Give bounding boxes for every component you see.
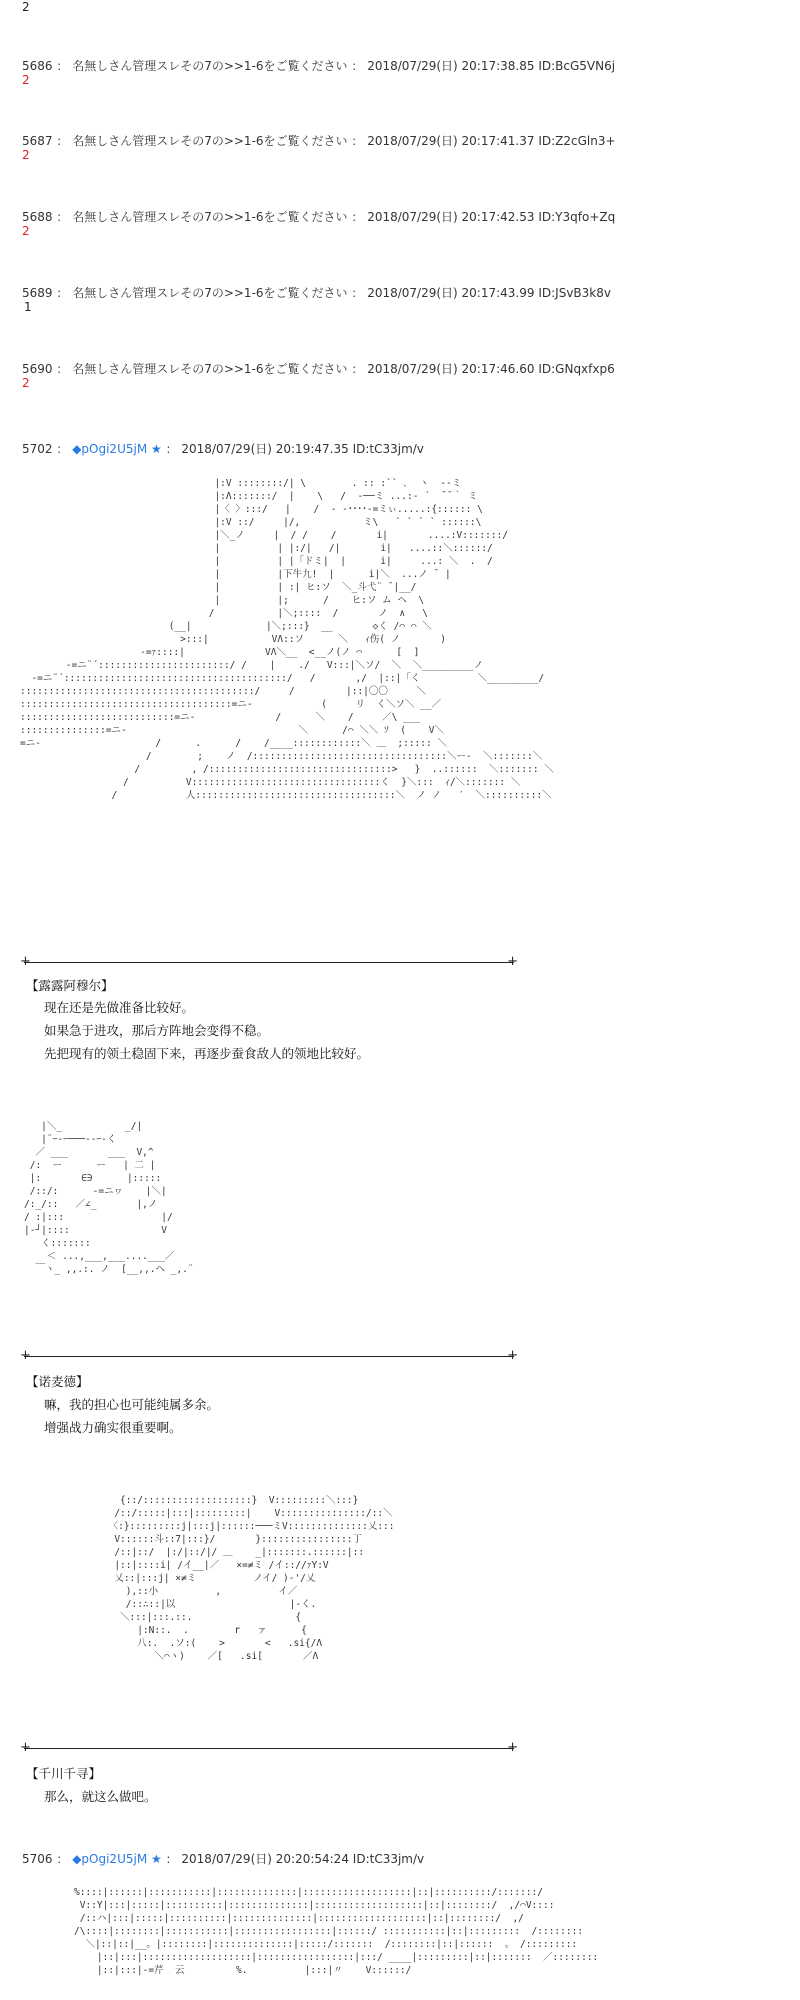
post-author: 名無しさん管理スレその7の>>1-6をご覧ください (72, 362, 348, 376)
post-header: 5688 ： 名無しさん管理スレその7の>>1-6をご覧ください ： 2018/07/29(日) 20:17:42.53 ID:Y3qfo+Zq (22, 210, 616, 224)
ascii-art-character: {::/:::::::::::::::::::} V:::::::::＼:::} /::/:::::|:::|:::::::::| V:::::::::::::::/::＼ 〈:}:::::::::j|:::j|::::::───ミV::::::::::::::乂::: V::::::斗::7|:::}/ }::::::::::::::::丁 /::|::/ |:/|::/|/ ＿ _|:::::::.::::::|:: |::|::::i| /イ__|／ ×=≠ミ /イ:://ｧY:V 乂::|:::j| ×≠ミ ノイ/ )-'/乂 ),::小 , イ／ /::∴::|以 |-く. ＼:::|:::.::. { |:Ν::. . r ァ { 八:. .ソ:( > < .si{/Λ ＼⌒ヽ) ／[ .si[ ／Λ (108, 1495, 395, 1662)
tripcode[interactable]: ◆pOgi2U5jM (72, 1852, 148, 1866)
post-date: 2018/07/29(日) 20:19:47.35 (181, 442, 349, 456)
post-number[interactable]: 5690 (22, 362, 53, 376)
post-id[interactable]: ID:BcG5VN6j (538, 59, 616, 73)
post-number[interactable]: 5689 (22, 286, 53, 300)
dialogue-line: 增强战力确实很重要啊。 (44, 1420, 182, 1435)
post-date: 2018/07/29(日) 20:17:43.99 (367, 286, 535, 300)
post-author: 名無しさん管理スレその7の>>1-6をご覧ください (72, 59, 348, 73)
post-date: 2018/07/29(日) 20:17:46.60 (367, 362, 535, 376)
post-number[interactable]: 5687 (22, 134, 53, 148)
post-number[interactable]: 5706 (22, 1852, 53, 1866)
dialogue-line: 那么，就这么做吧。 (44, 1789, 157, 1804)
speaker-name: 【诺麦德】 (26, 1374, 89, 1389)
dialogue-line: 如果急于进攻，那后方阵地会变得不稳。 (44, 1023, 270, 1038)
post-date: 2018/07/29(日) 20:20:54:24 (181, 1852, 349, 1866)
dialogue-line: 现在还是先做准备比较好。 (44, 1000, 195, 1015)
ascii-art-battle-scene: |:V ::::::::/| \ . :: :`` ､ ヽ ‐-ミ |:Λ:::::::/ | \ / ‐──ミ ...:‐ ´ ̄ ̄ ｀ ミ |〈 〉:::/ | / ‐ ‐････‐=ミぃ.....:{:::::: \ |:V ::/ |/, ミ\ ` ` ` ` ::::::\ |＼_ノ | / / / i| ....:V:::::::/ | | |:/| /| i| ....::＼::::::/ | | |「ドミ| | i| ...: ＼ . / | |下牛九! | i|＼ ...ノ ̄ | | | :| ヒ:ソ ＼_斗弋¨ ̄ |__/ | |; / ヒ:ソ ム ヘ \ / |＼;:::: / ノ ∧ \ (__| |＼;:::} __ ◇く /⌒ ⌒ ＼ >:::| VΛ::ソ ＼ ｨ伤( ノ ) -=ｧ::::| VΛ＼__ <__ノ(ノ ⌒ [ ] -=ニ¨´:::::::::::::::::::::::/ / | ./ V:::|＼ソ/ ＼ ＼_________ノ -=ニ¨´:::::::::::::::::::::::::::::::::::::::/ / ,/ |::|「く ＼_________/ :::::::::::::::::::::::::::::::::::::::::/ / |::|〇〇 ＼ :::::::::::::::::::::::::::::::::::::=ニ- ( リ く＼ソ＼ __／ :::::::::::::::::::::::::::=ニ- / ＼ / ／\ ___ :::::::::::::::=ニ- ＼ /⌒ ＼＼ ｿ ( V＼ =ニ- / . / /____::::::::::::＼ ＿ ;::::: ＼ / ; ノ /::::::::::::::::::::::::::::::::::＼ー- ＼:::::::＼ / , /::::::::::::::::::::::::::::::::> } ..:::::: ＼::::::: ＼ / V:::::::::::::::::::::::::::::::::く }＼::: ｨ/＼::::::: ＼ / 人:::::::::::::::::::::::::::::::::::＼ ノ ノ ′ ＼::::::::::＼ (20, 478, 554, 801)
dialogue-line: 先把现有的领土稳固下来，再逐步蚕食敌人的领地比较好。 (44, 1046, 370, 1061)
post-id[interactable]: ID:JSvB3k8v (538, 286, 611, 300)
post-header: 5687 ： 名無しさん管理スレその7の>>1-6をご覧ください ： 2018/07/29(日) 20:17:41.37 ID:Z2cGln3+ (22, 134, 616, 148)
post-header: 5686 ： 名無しさん管理スレその7の>>1-6をご覧ください ： 2018/07/29(日) 20:17:38.85 ID:BcG5VN6j (22, 59, 616, 73)
post-id[interactable]: ID:GNqxfxp6 (538, 362, 615, 376)
op-post-header: 5706 ： ◆pOgi2U5jM ★ ： 2018/07/29(日) 20:20:54:24 ID:tC33jm/v (22, 1852, 425, 1866)
post-number[interactable]: 5688 (22, 210, 53, 224)
divider (24, 962, 514, 963)
post-id[interactable]: ID:Y3qfo+Zq (538, 210, 616, 224)
post-number[interactable]: 5702 (22, 442, 53, 456)
post-date: 2018/07/29(日) 20:17:38.85 (367, 59, 535, 73)
speaker-name: 【露露阿穆尔】 (26, 978, 114, 993)
speaker-name: 【千川千寻】 (26, 1766, 102, 1781)
post-date: 2018/07/29(日) 20:17:42.53 (367, 210, 535, 224)
ascii-art-scene: %::::|::::::|:::::::::::|::::::::::::::|:::::::::::::::::::|::|::::::::::/:::::::/ V::Y|:::|:::::|::::::::::|::::::::::::::|:::::::::::::::::::|::|::::::::/ ,/⌒V:::: /::ハ|:::|:::::|::::::::::|::::::::::::::|:::::::::::::::::::|::|::::::::/ ,/ /\::::|::::::::|:::::::::::|:::::::::::::::::|::::::/ :::::::::::|::|::::::::: /:::::::: ＼|::|::|__。|::::::::|::::::::::::::|:::::/::::::: /::::::::|::|:::::: 。 /::::::::: |::|:::|:::::::::::::::::::|:::::::::::::::::|:::/ ____|:::::::::|::|::::::: ／:::::::: |::|:::|-=芹 云 %. |:::|〃 V::::::/ (74, 1887, 599, 1976)
post-body: 1 (24, 300, 32, 314)
post-number[interactable]: 5686 (22, 59, 53, 73)
post-header: 5689 ： 名無しさん管理スレその7の>>1-6をご覧ください ： 2018/07/29(日) 20:17:43.99 ID:JSvB3k8v (22, 286, 611, 300)
post-id[interactable]: ID:tC33jm/v (352, 1852, 425, 1866)
star-icon: ★ (151, 1852, 162, 1866)
post-body: 2 (22, 148, 30, 162)
post-header: 5690 ： 名無しさん管理スレその7の>>1-6をご覧ください ： 2018/07/29(日) 20:17:46.60 ID:GNqxfxp6 (22, 362, 615, 376)
top-fragment: 2 (22, 0, 30, 14)
dialogue-line: 嘛，我的担心也可能纯属多余。 (44, 1397, 220, 1412)
op-post-header: 5702 ： ◆pOgi2U5jM ★ ： 2018/07/29(日) 20:19:47.35 ID:tC33jm/v (22, 442, 424, 456)
post-date: 2018/07/29(日) 20:17:41.37 (367, 134, 535, 148)
post-id[interactable]: ID:tC33jm/v (352, 442, 424, 456)
star-icon: ★ (151, 442, 162, 456)
post-body: 2 (22, 376, 30, 390)
post-author: 名無しさん管理スレその7の>>1-6をご覧ください (72, 134, 348, 148)
post-id[interactable]: ID:Z2cGln3+ (538, 134, 616, 148)
post-author: 名無しさん管理スレその7の>>1-6をご覧ください (72, 286, 348, 300)
tripcode[interactable]: ◆pOgi2U5jM (72, 442, 148, 456)
post-body: 2 (22, 224, 30, 238)
divider (24, 1356, 514, 1357)
ascii-art-character: |＼_ _/| |¨ｰ-ｰ───--ｰ-く ／ ___ ___ V,^ /: ー ー | 二 | |: ∈∋ |::::: /::/: -=ニヮ |＼| /:_/:: ／∠_ |,ノ / :|::: |/ |-┘|:::: V く::::::: ＜ ...,___,___....___／ ￣ヽ_ ,,.:. ノ [__,,.ヘ _,.¨ (24, 1121, 194, 1275)
divider (24, 1748, 514, 1749)
post-author: 名無しさん管理スレその7の>>1-6をご覧ください (72, 210, 348, 224)
post-body: 2 (22, 73, 30, 87)
